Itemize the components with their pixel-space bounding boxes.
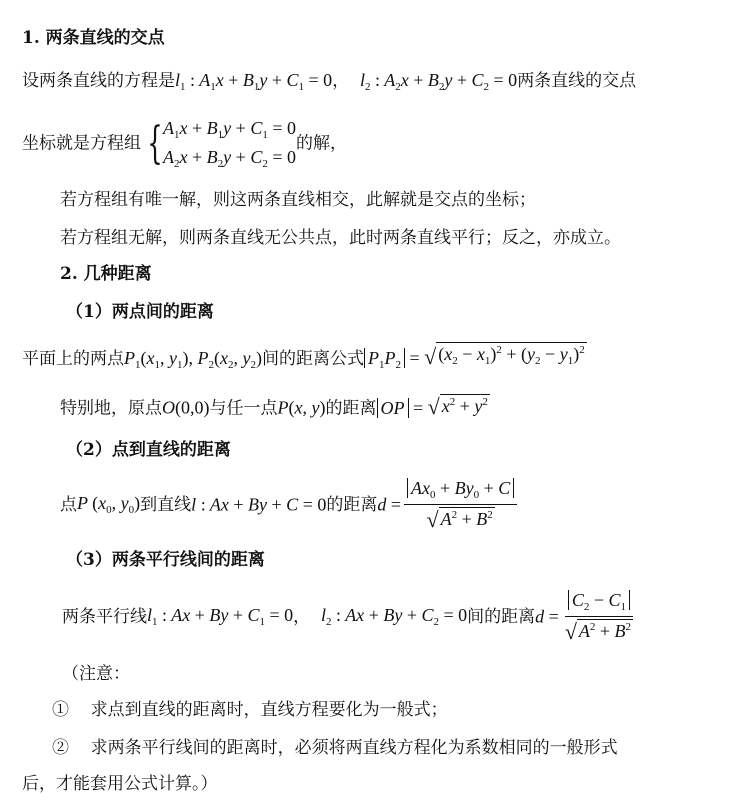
line-equations: 设两条直线的方程是$l_1$ : $A_1x + B_1y + C_1 = 0$， $l_2$ : $A_2x + B_2y + C_2 = 0$两条直线的交点 <box>22 70 637 93</box>
text-tail: 的距离 <box>325 398 377 419</box>
note-text: 求两条平行线间的距离时，必须将两直线方程化为系数相同的一般形式 <box>90 738 618 758</box>
line-origin-distance <box>60 394 490 419</box>
text-intro: 特别地，原点 <box>60 398 162 419</box>
formula-point: P(x, y) <box>277 397 326 418</box>
fraction-distance: $C_2 - C_1$ √ $A^2 + B^2$ <box>564 590 632 644</box>
paragraph-unique-solution: 若方程组有唯一解，则这两条直线相交，此解就是交点的坐标； <box>60 190 536 210</box>
heading-intersection: 1. 两条直线的交点 <box>22 28 165 48</box>
formula-l2: $l_2$ : $Ax + By + C_2 = 0$ <box>320 605 468 629</box>
formula-points: $P_1(x_1$, $y_1$), $P_2(x_2$, $y_2$) <box>124 348 262 372</box>
formula-point: P ($x_0$, $y_0$) <box>77 493 141 517</box>
text-a: 点 <box>60 494 77 515</box>
formula-l1: $l_1$ : $A_1x + B_1y + C_1 = 0$ <box>175 70 333 93</box>
fraction-distance: $Ax_0 + By_0 + C$ √ $A^2 + B^2$ <box>404 478 517 532</box>
formula-l2: $l_2$ : $A_2x + B_2y + C_2 = 0$ <box>360 70 518 93</box>
text-intro: 平面上的两点 <box>22 349 124 370</box>
text-intro: 设两条直线的方程是 <box>22 71 175 91</box>
heading-distances: 2. 几种距离 <box>60 264 152 284</box>
note-item-2 <box>52 738 618 758</box>
formula-l1: $l_1$ : $Ax + By + C_1 = 0$ <box>147 605 294 629</box>
text-outro: 两条直线的交点 <box>517 71 637 91</box>
text-b: 间的距离 <box>467 606 536 627</box>
line-point-line-distance <box>60 478 520 532</box>
paragraph-no-solution: 若方程组无解，则两条直线无公共点，此时两条直线平行；反之，亦成立。 <box>60 228 621 248</box>
subheading-parallel-lines: （3）两条平行线间的距离 <box>66 550 265 570</box>
formula-distance: $P_1P_2$ = √ $(x_2 - x_1)^2 + (y_2 - y_1)^2$ <box>364 348 587 368</box>
formula-d: d = <box>377 494 401 515</box>
note-title: （注意： <box>62 664 130 684</box>
line-system <box>22 115 347 173</box>
text-outro: 的解， <box>295 133 347 154</box>
subheading-two-points: （1）两点间的距离 <box>66 302 214 322</box>
formula-line: l : Ax + By + C = 0 <box>191 494 327 515</box>
system-brace: { <box>147 117 163 169</box>
text-mid: 与任一点 <box>209 398 278 419</box>
line-parallel-distance: 两条平行线$l_1$ : $Ax + By + C_1 = 0$， $l_2$ : $Ax + By + C_2 = 0$间的距离d = $C_2 - C_1$ √ $A^2 + B^2$ <box>62 590 639 644</box>
formula-origin: O(0,0) <box>162 397 210 418</box>
note-text: 求点到直线的距离时，直线方程要化为一般式； <box>90 700 448 720</box>
subheading-point-line: （2）点到直线的距离 <box>66 440 231 460</box>
formula-d: d = <box>535 606 559 627</box>
note-number: ② <box>52 738 69 758</box>
text-mid: 间的距离公式 <box>262 349 364 370</box>
equation-system: $A_1x + B_1y + C_1 = 0$ $A_2x + B_2y + C_2 = 0$ <box>163 118 296 170</box>
text-c: 的距离 <box>326 494 378 515</box>
formula-op: OP = √ $x^2 + y^2$ <box>377 398 490 418</box>
note-item-2-continued: 后，才能套用公式计算。） <box>22 774 218 794</box>
text-a: 两条平行线 <box>62 606 147 627</box>
note-number: ① <box>52 700 69 720</box>
text-b: 到直线 <box>140 494 192 515</box>
line-two-point-distance <box>22 342 587 372</box>
text-intro: 坐标就是方程组 <box>22 133 141 154</box>
note-item-1 <box>52 700 448 720</box>
